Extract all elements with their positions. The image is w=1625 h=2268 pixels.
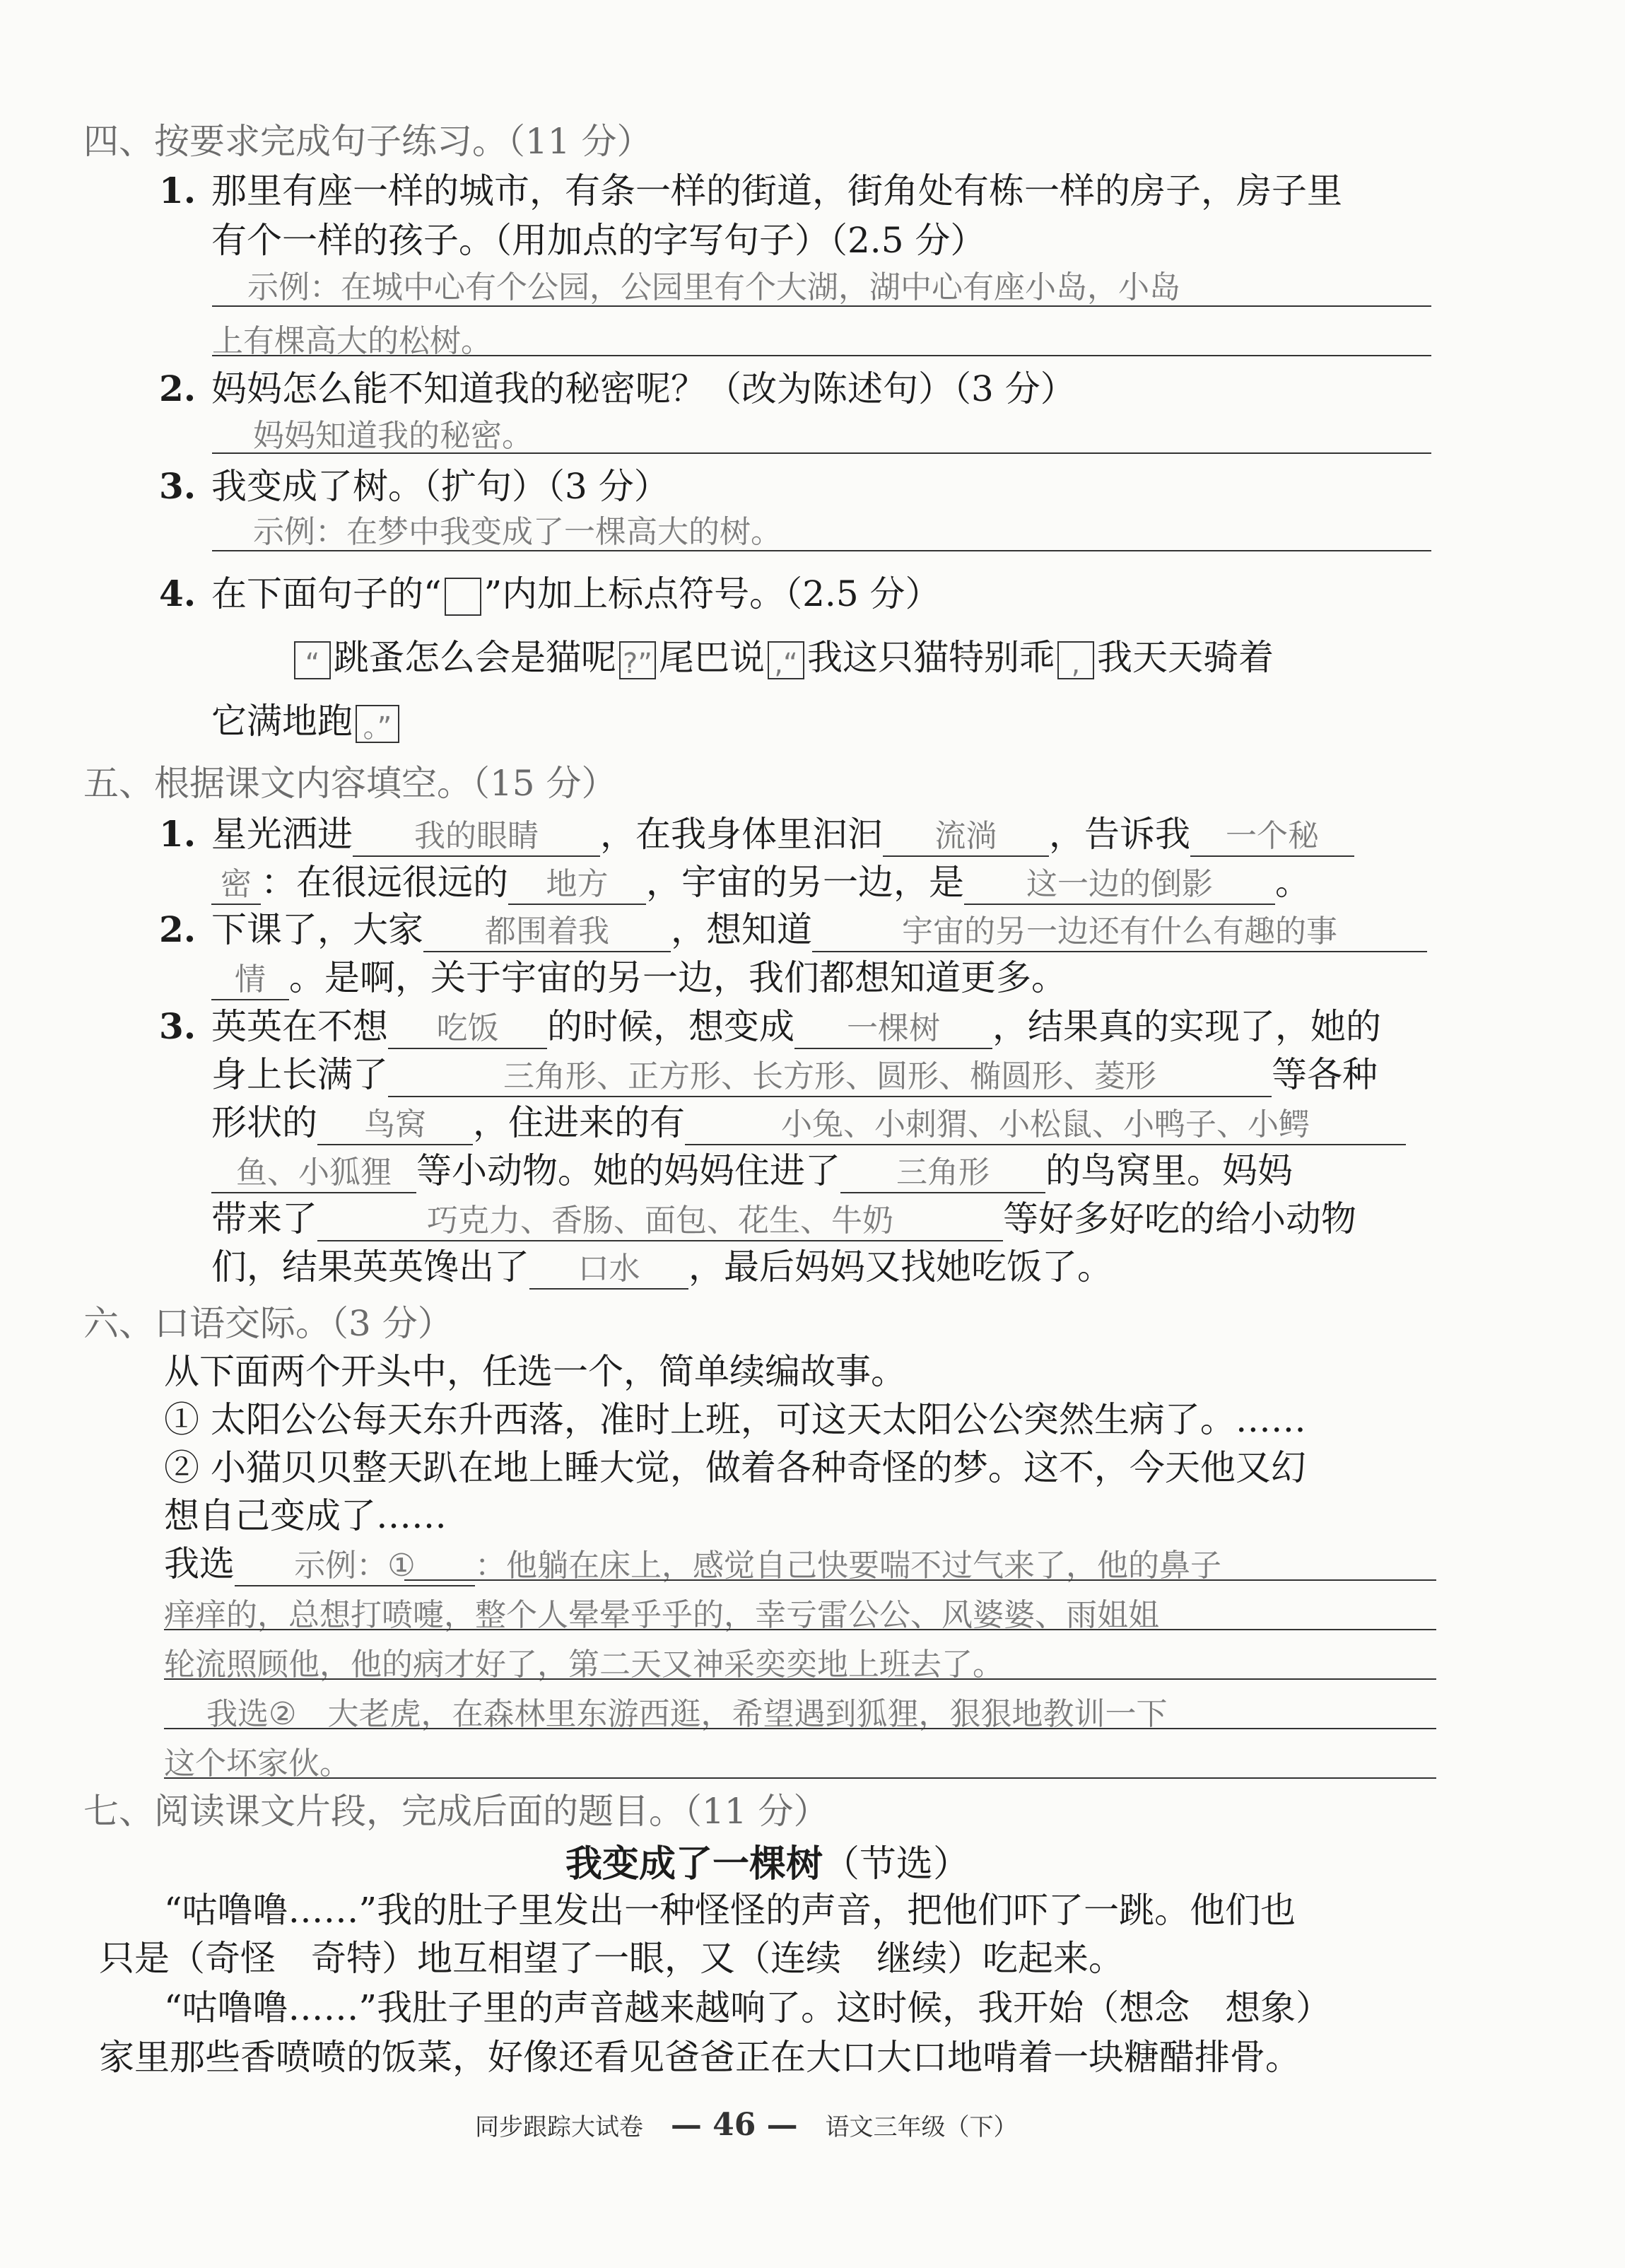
question-text: 在下面句子的“ xyxy=(211,573,442,614)
question-number: 1. xyxy=(159,170,196,211)
question-text: ，宇宙的另一边，是 xyxy=(646,862,964,903)
fill-blank[interactable] xyxy=(211,858,261,905)
blank-answer: 示例：① xyxy=(294,1548,416,1584)
question-text: 妈妈怎么能不知道我的秘密呢？（改为陈述句）（3 分） xyxy=(211,368,1076,409)
q5-3-line5 xyxy=(211,1191,1356,1241)
question-text: 的时候，想变成 xyxy=(547,1006,794,1047)
section-4-points: （11 分） xyxy=(508,121,652,162)
section-6-heading xyxy=(83,1295,453,1346)
q6-option-2-line1: ② 小猫贝贝整天趴在地上睡大觉，做着各种奇怪的梦。这不，今天他又幻 xyxy=(164,1447,1306,1488)
box-answer: “ xyxy=(305,648,320,680)
blank-answer: 我的眼睛 xyxy=(414,818,539,854)
story-answer: ：他躺在床上，感觉自己快要喘不过气来了，他的鼻子 xyxy=(475,1548,1221,1584)
question-text: 等好多好吃的给小动物 xyxy=(1003,1198,1356,1239)
blank-answer: 这一边的倒影 xyxy=(1026,866,1213,902)
q4-1-line1 xyxy=(159,163,1342,214)
fill-blank[interactable] xyxy=(388,1003,547,1049)
question-number: 3. xyxy=(159,465,196,507)
footer-book-name: 同步跟踪大试卷 xyxy=(475,2113,643,2141)
question-number: 2. xyxy=(159,368,196,409)
passage-title-note: （节选） xyxy=(823,1843,970,1886)
page-number: — 46 — xyxy=(670,2107,798,2143)
fill-blank[interactable] xyxy=(794,1003,992,1049)
fill-blank[interactable] xyxy=(840,1147,1045,1193)
section-5-title: 五、根据课文内容填空。 xyxy=(83,763,472,804)
question-text: ，结果真的实现了，她的 xyxy=(992,1006,1381,1047)
q4-4-sentence-line1 xyxy=(291,629,1274,680)
question-text: ，在我身体里汩汩 xyxy=(600,814,883,855)
q5-1-line1 xyxy=(159,806,1354,857)
question-text: 等各种 xyxy=(1272,1054,1378,1095)
q4-4-sentence-line2 xyxy=(211,693,402,744)
answer-line xyxy=(212,355,1431,356)
answer-line xyxy=(212,550,1431,551)
passage-p1-line1: “咕噜噜……”我的肚子里发出一种怪怪的声音，把他们吓了一跳。他们也 xyxy=(164,1890,1296,1931)
answer-line xyxy=(212,452,1431,454)
question-number: 3. xyxy=(159,1005,196,1047)
question-text: 英英在不想 xyxy=(211,1006,388,1047)
blank-answer: 小兔、小刺猬、小松鼠、小鸭子、小鳄 xyxy=(781,1106,1310,1142)
fill-blank[interactable] xyxy=(1190,810,1354,857)
section-4-heading xyxy=(83,113,652,164)
fill-blank[interactable] xyxy=(388,1051,1272,1097)
question-number: 2. xyxy=(159,908,196,950)
question-text: 带来了 xyxy=(211,1198,317,1239)
section-7-points: （11 分） xyxy=(684,1791,829,1832)
fill-blank[interactable] xyxy=(353,810,600,857)
question-text: ，想知道 xyxy=(671,909,812,950)
q6-answer-line4: 我选② 大老虎，在森林里东游西逛，希望遇到狐狸，狠狠地教训一下 xyxy=(206,1696,1168,1732)
fill-blank[interactable] xyxy=(211,1147,416,1193)
blank-answer: 一棵树 xyxy=(847,1010,940,1046)
fill-blank[interactable] xyxy=(964,858,1275,905)
fill-blank[interactable] xyxy=(529,1243,688,1290)
q5-3-line4 xyxy=(211,1142,1293,1193)
question-text: 我变成了树。（扩句）（3 分） xyxy=(211,466,669,507)
question-text: 们，结果英英馋出了 xyxy=(211,1246,529,1287)
page-footer xyxy=(475,2107,1018,2143)
sentence-text: 我这只猫特别乖 xyxy=(807,637,1055,678)
question-text: 的鸟窝里。妈妈 xyxy=(1045,1150,1293,1191)
question-text: 身上长满了 xyxy=(211,1054,388,1095)
fill-blank[interactable] xyxy=(317,1099,473,1145)
punctuation-box[interactable] xyxy=(294,641,331,679)
question-text: ：在很远很远的 xyxy=(261,862,508,903)
q4-1-line2 xyxy=(211,212,985,263)
sentence-text: 跳蚤怎么会是猫呢 xyxy=(334,637,616,678)
blank-answer: 鱼、小狐狸 xyxy=(236,1155,392,1191)
blank-answer: 吃饭 xyxy=(436,1010,499,1046)
punctuation-box[interactable] xyxy=(619,641,656,679)
q4-4-question xyxy=(159,566,941,616)
blank-answer: 宇宙的另一边还有什么有趣的事 xyxy=(902,913,1337,949)
q6-intro: 从下面两个开头中，任选一个，简单续编故事。 xyxy=(164,1351,906,1392)
section-6-title: 六、口语交际。 xyxy=(83,1303,331,1344)
fill-blank[interactable] xyxy=(685,1099,1406,1145)
passage-p2-line1: “咕噜噜……”我肚子里的声音越来越响了。这时候，我开始（想念 想象） xyxy=(164,1987,1332,2028)
question-text: 。是啊，关于宇宙的另一边，我们都想知道更多。 xyxy=(289,957,1067,998)
fill-blank[interactable] xyxy=(423,906,671,952)
answer-line xyxy=(212,305,1431,307)
answer-line xyxy=(164,1678,1436,1680)
answer-line xyxy=(404,1579,1436,1581)
blank-answer: 都围着我 xyxy=(485,913,609,949)
q6-answer-line3: 轮流照顾他，他的病才好了，第二天又神采奕奕地上班去了。 xyxy=(164,1647,1004,1683)
punctuation-box[interactable] xyxy=(1057,641,1094,679)
blank-answer: 三角形 xyxy=(896,1155,990,1191)
question-text: ，最后妈妈又找她吃饭了。 xyxy=(688,1246,1113,1287)
fill-blank[interactable] xyxy=(211,954,289,1000)
q6-answer-line5: 这个坏家伙。 xyxy=(164,1746,351,1782)
box-answer: ?” xyxy=(623,648,652,680)
q6-option-2-line2: 想自己变成了…… xyxy=(164,1495,447,1536)
q5-3-line1 xyxy=(159,998,1381,1049)
fill-blank[interactable] xyxy=(317,1195,1003,1241)
q4-3-answer: 示例：在梦中我变成了一棵高大的树。 xyxy=(253,514,782,550)
question-text: 星光洒进 xyxy=(211,814,353,855)
punctuation-box[interactable] xyxy=(356,705,399,743)
fill-blank[interactable] xyxy=(812,906,1427,952)
q6-answer-line2: 痒痒的，总想打喷嚏，整个人晕晕乎乎的，幸亏雷公公、风婆婆、雨姐姐 xyxy=(164,1597,1159,1633)
q5-1-line2 xyxy=(211,854,1310,905)
q5-3-line2 xyxy=(211,1046,1378,1097)
q4-1-answer-line2: 上有棵高大的松树。 xyxy=(212,323,492,359)
question-text: 形状的 xyxy=(211,1102,317,1143)
blank-answer: 一个秘 xyxy=(1226,818,1319,854)
passage-p2-line2: 家里那些香喷喷的饭菜，好像还看见爸爸正在大口大口地啃着一块糖醋排骨。 xyxy=(99,2037,1301,2078)
question-text: 下课了，大家 xyxy=(211,909,423,950)
q5-3-line6 xyxy=(211,1239,1113,1290)
section-4-title: 四、按要求完成句子练习。 xyxy=(83,121,508,162)
passage-title xyxy=(565,1834,970,1887)
blank-answer: 口水 xyxy=(577,1251,640,1287)
q4-2-answer: 妈妈知道我的秘密。 xyxy=(253,418,533,454)
blank-answer: 流淌 xyxy=(934,818,997,854)
sentence-text: 我天天骑着 xyxy=(1097,637,1274,678)
q5-2-line1 xyxy=(159,901,1427,952)
section-7-title: 七、阅读课文片段，完成后面的题目。 xyxy=(83,1791,684,1832)
question-text: 等小动物。她的妈妈住进了 xyxy=(416,1150,840,1191)
footer-grade: 语文三年级（下） xyxy=(825,2113,1018,2141)
passage-p1-line2: 只是（奇怪 奇特）地互相望了一眼，又（连续 继续）吃起来。 xyxy=(99,1938,1124,1979)
sentence-text: 尾巴说 xyxy=(659,637,765,678)
section-6-points: （3 分） xyxy=(331,1303,453,1344)
question-text: ，告诉我 xyxy=(1049,814,1190,855)
choice-label: 我选 xyxy=(164,1543,235,1584)
question-text: ，住进来的有 xyxy=(473,1102,685,1143)
sentence-text: 它满地跑 xyxy=(211,701,353,742)
answer-line xyxy=(164,1777,1436,1779)
question-number: 1. xyxy=(159,813,196,855)
answer-line xyxy=(164,1629,1436,1630)
q6-option-1: ① 太阳公公每天东升西落，准时上班，可这天太阳公公突然生病了。…… xyxy=(164,1399,1306,1440)
blank-answer: 地方 xyxy=(546,866,609,902)
fill-blank[interactable] xyxy=(883,810,1049,857)
question-text: 。 xyxy=(1275,862,1310,903)
blank-answer: 情 xyxy=(235,961,266,998)
q5-3-line3 xyxy=(211,1094,1406,1145)
question-number: 4. xyxy=(159,573,196,614)
q4-1-answer-line1: 示例：在城中心有个公园，公园里有个大湖，湖中心有座小岛，小岛 xyxy=(247,269,1180,305)
section-5-points: （15 分） xyxy=(472,763,617,804)
blank-answer: 密 xyxy=(221,866,252,902)
section-5-heading xyxy=(83,755,617,806)
blank-answer: 鸟窝 xyxy=(364,1106,426,1142)
passage-title-text: 我变成了一棵树 xyxy=(565,1843,823,1886)
q5-2-line2 xyxy=(211,949,1067,1000)
box-answer: 。” xyxy=(363,711,392,744)
question-text: 有个一样的孩子。（用加点的字写句子）（2.5 分） xyxy=(211,220,986,261)
blank-answer: 巧克力、香肠、面包、花生、牛奶 xyxy=(427,1203,893,1239)
question-text: 那里有座一样的城市，有条一样的街道，街角处有栋一样的房子，房子里 xyxy=(211,170,1342,211)
fill-blank[interactable] xyxy=(508,858,646,905)
q4-2-question xyxy=(159,361,1076,411)
box-answer: ,“ xyxy=(774,648,798,680)
box-answer: , xyxy=(1071,648,1081,680)
answer-line xyxy=(164,1728,1436,1729)
q4-3-question xyxy=(159,458,669,509)
punctuation-box xyxy=(445,578,481,616)
question-text: ”内加上标点符号。（2.5 分） xyxy=(483,573,941,614)
punctuation-box[interactable] xyxy=(768,641,804,679)
blank-answer: 三角形、正方形、长方形、圆形、椭圆形、菱形 xyxy=(503,1058,1156,1094)
section-7-heading xyxy=(83,1783,829,1834)
